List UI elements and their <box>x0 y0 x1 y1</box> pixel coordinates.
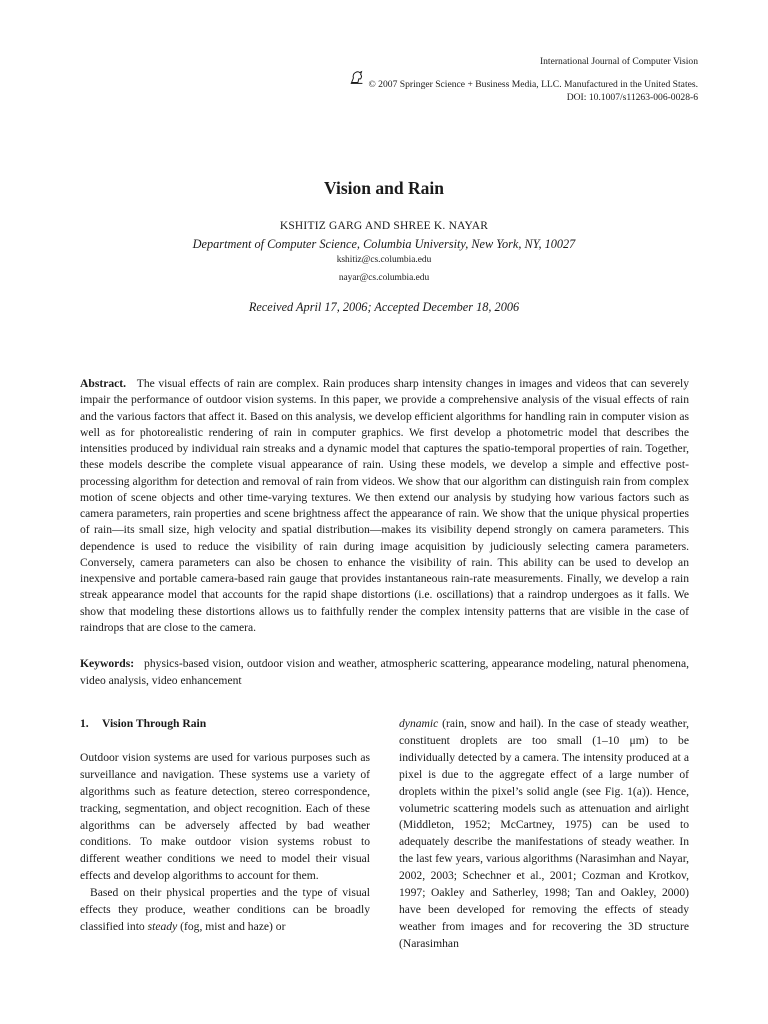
paper-dates: Received April 17, 2006; Accepted December 18, 2006 <box>248 300 520 314</box>
section-heading <box>80 716 370 733</box>
body-paragraph <box>80 885 370 936</box>
keywords-text: physics-based vision, outdoor vision and weather, atmospheric scattering, appearance modeling, natural phenomena, video analysis, video enhancement <box>80 657 689 687</box>
copyright-text: © 2007 Springer Science + Business Media, LLC. Manufactured in the United States. <box>368 78 698 90</box>
abstract-text: The visual effects of rain are complex. Rain produces sharp intensity changes in images and videos that can severely impair the performance of outdoor vision systems. In this paper, we provide a comprehensive analysis of the visual effects of rain and the various factors that affect it. Based on this analysis, we develop efficient algorithms for handling rain in computer vision as well as for photorealistic rendering of rain in computer graphics. We first develop a photometric model that describes the intensities produced by individual rain streaks and a dynamic model that captures the spatio-temporal properties of rain. Together, these models describe the complete visual appearance of rain. Using these models, we develop a simple and effective post-processing algorithm for detection and removal of rain from videos. We show that our algorithm can distinguish rain from complex motion of scene objects and other time-varying textures. We then extend our analysis by studying how various factors such as camera parameters, rain properties and scene brightness affect the appearance of rain. We show that the unique physical properties of rain—its small size, high velocity and spatial distribution—makes its visibility depend strongly on camera parameters. This dependence is used to reduce the visibility of rain during image acquisition by judiciously selecting camera parameters. Conversely, camera parameters can also be chosen to enhance the visibility of rain. This ability can be used to develop an inexpensive and portable camera-based rain gauge that provides instantaneous rain-rate measurements. Finally, we develop a rain streak appearance model that accounts for the rapid shape distortions (i.e. oscillations) that a raindrop undergoes as it falls. We show that modeling these distortions allows us to faithfully render the complex intensity patterns that are visible in the case of raindrops that are close to the camera. <box>80 377 689 634</box>
copyright-line <box>348 69 698 92</box>
author-email-2: nayar@cs.columbia.edu <box>338 273 430 283</box>
emphasis-text: steady <box>147 919 178 933</box>
paragraph-text: (rain, snow and hail). In the case of steady weather, constituent droplets are too small (1–10 μm) to be individually detected by a camera. The intensity produced at a pixel is due to the aggregate effect of a large number of droplets within the pixel’s solid angle (see Fig. 1(a)). Hence, volumetric scattering models such as attenuation and airlight (Middleton, 1952; McCartney, 1975) can be used to adequately describe the manifestations of steady weather. In the last few years, various algorithms (Narasimhan and Nayar, 2002, 2003; Schechner et al., 2001; Cozman and Krotkov, 1997; Oakley and Satherley, 1998; Tan and Oakley, 2000) have been developed for removing the effects of steady weather from images and for recovering the 3D structure (Narasimhan <box>399 717 689 950</box>
paragraph-text: (fog, mist and haze) or <box>180 919 286 933</box>
section-number: 1. <box>80 717 89 730</box>
author-email-1: kshitiz@cs.columbia.edu <box>336 255 432 265</box>
abstract-label: Abstract. <box>80 377 127 390</box>
left-column <box>80 716 370 936</box>
doi: DOI: 10.1007/s11263-006-0028-6 <box>566 92 698 104</box>
paper-affiliation: Department of Computer Science, Columbia University, New York, NY, 10027 <box>192 237 576 251</box>
journal-name: International Journal of Computer Vision <box>539 56 698 67</box>
emphasis-text: dynamic <box>399 717 439 730</box>
right-column <box>399 716 689 953</box>
paragraph-text: Based on their physical properties and the type of visual effects they produce, weather conditions can be broadly classified into <box>80 886 370 933</box>
journal-header <box>348 55 698 105</box>
section-title: Vision Through Rain <box>102 717 207 730</box>
keywords <box>80 655 689 689</box>
paper-title: Vision and Rain <box>324 178 444 198</box>
keywords-label: Keywords: <box>80 657 135 670</box>
body-paragraph <box>399 716 689 953</box>
springer-horse-icon <box>348 69 366 87</box>
abstract <box>80 376 689 636</box>
paper-authors: KSHITIZ GARG AND SHREE K. NAYAR <box>279 220 489 232</box>
body-paragraph: Outdoor vision systems are used for various purposes such as surveillance and navigation. These systems use a variety of algorithms such as feature detection, stereo correspondence, tracking, segmentation, and object recognition. Each of these algorithms can be adversely affected by bad weather conditions. To make outdoor vision systems robust to different weather conditions we need to model their visual effects and develop algorithms to account for them. <box>80 750 370 883</box>
